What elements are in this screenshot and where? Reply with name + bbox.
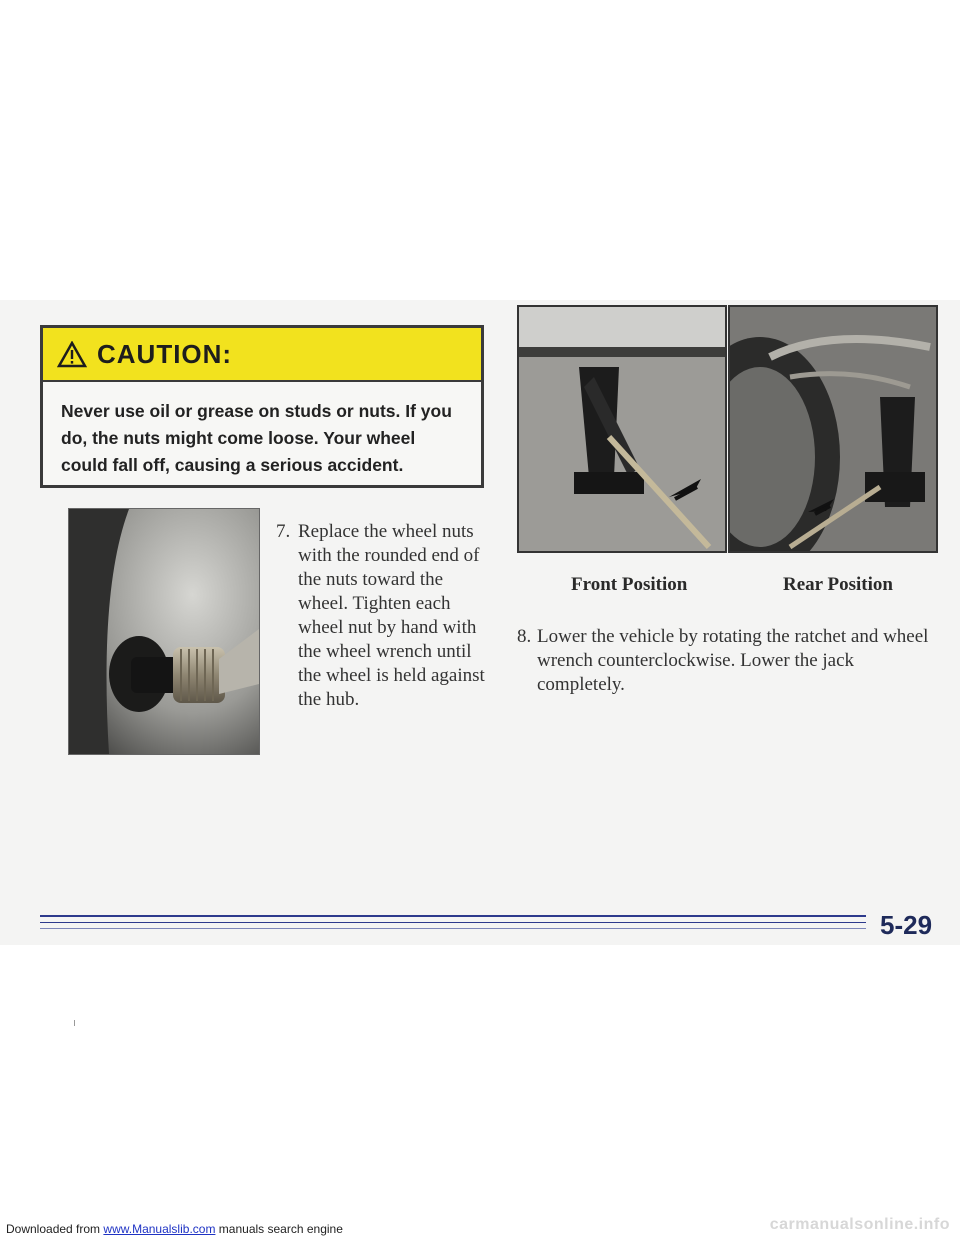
step-7 [276, 520, 486, 712]
wheel-nut-photo [68, 508, 260, 755]
footer-prefix: Downloaded from [6, 1222, 101, 1236]
front-position-caption: Front Position [571, 574, 688, 595]
scan-mark [74, 1020, 75, 1026]
download-footer [6, 1222, 343, 1236]
footer-rule [40, 915, 866, 917]
caution-box [40, 325, 484, 488]
step-text: Lower the vehicle by rotating the ratchet and wheel wrench counterclockwise. Lower the jack completely. [537, 626, 929, 695]
watermark: carmanualsonline.info [769, 1216, 950, 1233]
step-8 [517, 625, 937, 697]
front-jack-photo [517, 305, 727, 553]
step-number: 8. [517, 626, 532, 647]
footer-rule [40, 928, 866, 929]
caution-text: Never use oil or grease on studs or nuts. If you do, the nuts might come loose. Your wheel could fall off, causing a serious accident. [61, 401, 452, 475]
rear-position-caption: Rear Position [783, 574, 893, 595]
step-text: Replace the wheel nuts with the rounded end of the nuts toward the wheel. Tighten each wheel nut by hand with the wheel wrench until the wheel is held against the hub. [298, 521, 485, 710]
step-number: 7. [276, 521, 291, 542]
caution-header [43, 328, 481, 382]
manualslib-link[interactable]: www.Manualslib.com [103, 1222, 216, 1236]
footer-suffix: manuals search engine [218, 1222, 343, 1236]
footer-rule [40, 922, 866, 923]
page-number: 5-29 [880, 910, 933, 940]
rear-jack-photo [728, 305, 938, 553]
caution-title: CAUTION: [97, 338, 233, 369]
warning-triangle-icon [57, 341, 87, 368]
